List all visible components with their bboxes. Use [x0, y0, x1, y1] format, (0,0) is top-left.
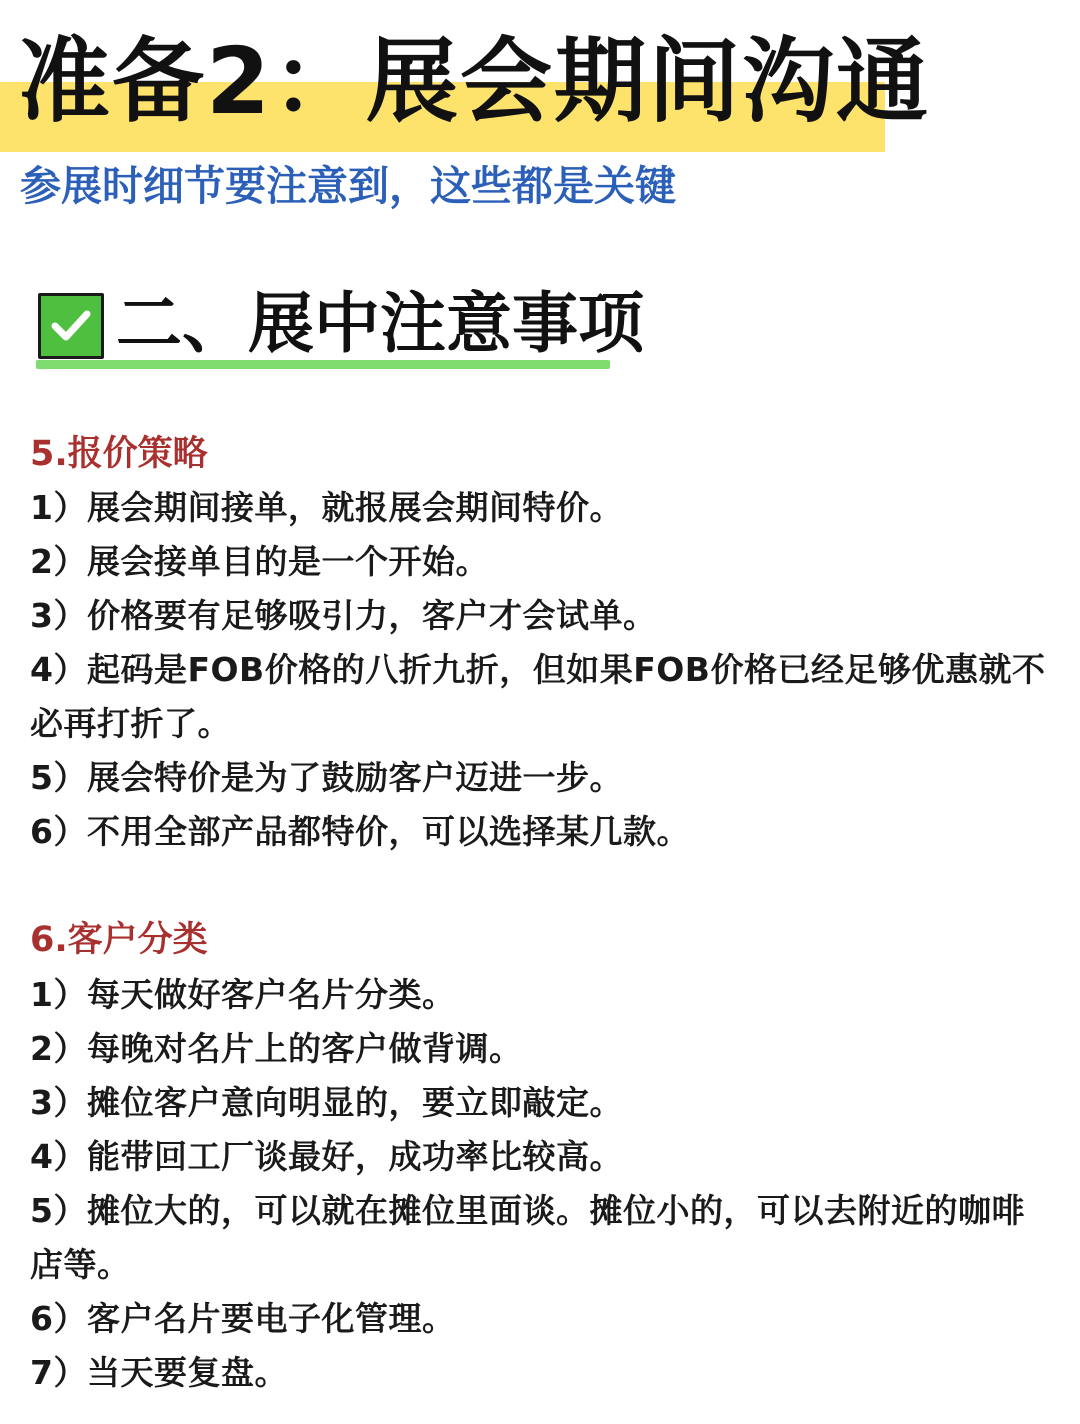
list-item: 6）客户名片要电子化管理。 [30, 1299, 456, 1338]
quote-strategy-list [30, 481, 1050, 859]
list-item: 7）当天要复盘。 [30, 1353, 288, 1392]
block-heading-quote-strategy: 5.报价策略 [30, 434, 208, 474]
list-item: 1）展会期间接单，就报展会期间特价。 [30, 488, 623, 527]
list-item: 1）每天做好客户名片分类。 [30, 975, 456, 1014]
list-item: 2）展会接单目的是一个开始。 [30, 542, 489, 581]
page-subtitle: 参展时细节要注意到，这些都是关键 [20, 162, 676, 210]
list-item: 2）每晚对名片上的客户做背调。 [30, 1029, 523, 1068]
list-item: 5）摊位大的，可以就在摊位里面谈。摊位小的，可以去附近的咖啡店等。 [30, 1191, 1025, 1284]
customer-classification-list [30, 968, 1050, 1400]
check-mark-button-icon [38, 293, 104, 359]
list-item: 3）价格要有足够吸引力，客户才会试单。 [30, 596, 657, 635]
block-heading-customer-classification: 6.客户分类 [30, 920, 208, 960]
list-item: 4）起码是FOB价格的八折九折，但如果FOB价格已经足够优惠就不必再打折了。 [30, 650, 1046, 743]
section-header [36, 285, 644, 374]
list-item: 5）展会特价是为了鼓励客户迈进一步。 [30, 758, 623, 797]
list-item: 3）摊位客户意向明显的，要立即敲定。 [30, 1083, 623, 1122]
list-item: 6）不用全部产品都特价，可以选择某几款。 [30, 812, 690, 851]
list-item: 4）能带回工厂谈最好，成功率比较高。 [30, 1137, 623, 1176]
page-header [0, 22, 931, 140]
page-title: 准备2：展会期间沟通 [18, 28, 931, 135]
section-title: 二、展中注意事项 [116, 285, 644, 362]
